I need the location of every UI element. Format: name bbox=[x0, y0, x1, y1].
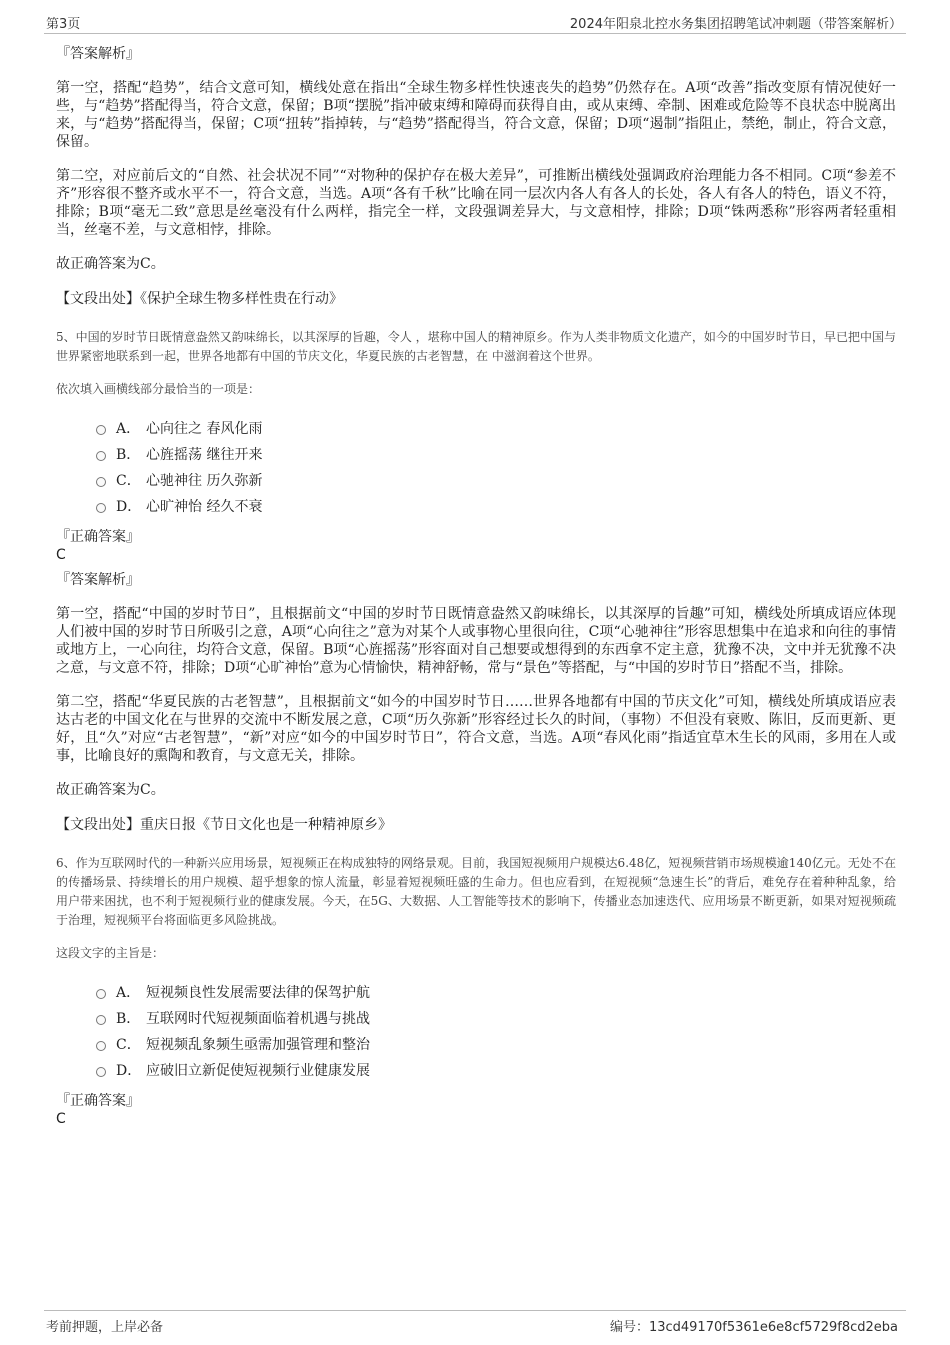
option-c[interactable] bbox=[96, 468, 896, 494]
option-a[interactable] bbox=[96, 980, 896, 1006]
option-letter: D． bbox=[116, 1063, 142, 1079]
option-d[interactable] bbox=[96, 1058, 896, 1084]
radio-icon[interactable] bbox=[96, 503, 106, 513]
analysis-paragraph: 第一空，搭配“中国的岁时节日”，且根据前文“中国的岁时节日既情意盎然又韵味绵长，以其深厚的旨趣”可知，横线处所填成语应体现人们被中国的岁时节日所吸引之意，A项“心向往之”意为对某个人或事物心里很向往，C项“心驰神往”形容思想集中在追求和向往的事情或地方上，一心向往，均符合文意，保留。B项“心旌摇荡”形容面对自己想要或想得到的东西拿不定主意，犹豫不决，文中并无犹豫不决之意，与文意不符，排除；D项“心旷神怡”意为心情愉快，精神舒畅，常与“景色”等搭配，与“中国的岁时节日”搭配不当，排除。 bbox=[56, 606, 896, 676]
option-text: 心向往之 春风化雨 bbox=[146, 421, 263, 437]
option-b[interactable] bbox=[96, 442, 896, 468]
question-stem: 5、中国的岁时节日既情意盎然又韵味绵长，以其深厚的旨趣，令人 ，堪称中国人的精神原乡。作为人类非物质文化遗产，如今的中国岁时节日，早已把中国与世界紧密地联系到一起，世界各地都有中国的节庆文化，华夏民族的古老智慧，在 中滋润着这个世界。 bbox=[56, 330, 896, 363]
passage-source: 【文段出处】《保护全球生物多样性贵在行动》 bbox=[56, 291, 343, 307]
answer-label: 『正确答案』 bbox=[56, 529, 140, 545]
document-id: 编号：13cd49170f5361e6e8cf5729f8cd2eba bbox=[609, 1320, 898, 1335]
option-letter: C． bbox=[116, 473, 141, 489]
option-letter: C． bbox=[116, 1037, 141, 1053]
radio-icon[interactable] bbox=[96, 1015, 106, 1025]
radio-icon[interactable] bbox=[96, 451, 106, 461]
option-text: 短视频良性发展需要法律的保驾护航 bbox=[146, 985, 370, 1001]
question-prompt: 依次填入画横线部分最恰当的一项是： bbox=[56, 382, 261, 396]
question-prompt: 这段文字的主旨是： bbox=[56, 946, 165, 960]
option-b[interactable] bbox=[96, 1006, 896, 1032]
radio-icon[interactable] bbox=[96, 425, 106, 435]
question-6 bbox=[56, 854, 896, 1128]
analysis-conclusion: 故正确答案为C。 bbox=[56, 256, 165, 272]
radio-icon[interactable] bbox=[96, 1067, 106, 1077]
option-letter: A． bbox=[116, 421, 141, 437]
option-text: 应破旧立新促使短视频行业健康发展 bbox=[146, 1063, 370, 1079]
option-letter: A． bbox=[116, 985, 141, 1001]
question-stem: 6、作为互联网时代的一种新兴应用场景，短视频正在构成独特的网络景观。目前，我国短视频用户规模达6.48亿，短视频营销市场规模逾140亿元。无处不在的传播场景、持续增长的用户规模、超乎想象的惊人流量，彰显着短视频旺盛的生命力。但也应看到，在短视频“急速生长”的背后，难免存在着种种乱象，给用户带来困扰，也不利于短视频行业的健康发展。今天，在5G、大数据、人工智能等技术的影响下，传播业态加速迭代、应用场景不断更新，如果对短视频疏于治理，短视频平台将面临更多风险挑战。 bbox=[56, 856, 896, 927]
radio-icon[interactable] bbox=[96, 989, 106, 999]
option-text: 心旌摇荡 继往开来 bbox=[146, 447, 263, 463]
passage-source: 【文段出处】重庆日报《节日文化也是一种精神原乡》 bbox=[56, 817, 392, 833]
radio-icon[interactable] bbox=[96, 1041, 106, 1051]
page-header bbox=[44, 8, 906, 34]
analysis-paragraph: 第二空，对应前后文的“自然、社会状况不同”“对物种的保护存在极大差异”，可推断出横线处强调政府治理能力各不相同。C项“参差不齐”形容很不整齐或水平不一，符合文意，当选。A项“各有千秋”比喻在同一层次内各人有各人的长处，各人有各人的特色，语义不符，排除；B项“毫无二致”意思是丝毫没有什么两样，指完全一样，文段强调差异大，与文意相悖，排除；D项“铢两悉称”形容两者轻重相当，丝毫不差，与文意相悖，排除。 bbox=[56, 168, 896, 238]
option-c[interactable] bbox=[96, 1032, 896, 1058]
answer-value: C bbox=[56, 1111, 66, 1127]
answer-value: C bbox=[56, 547, 66, 563]
page-footer bbox=[44, 1310, 906, 1336]
option-list bbox=[96, 416, 896, 520]
option-letter: B． bbox=[116, 447, 141, 463]
option-letter: B． bbox=[116, 1011, 141, 1027]
question-5 bbox=[56, 328, 896, 836]
analysis-paragraph: 第二空，搭配“华夏民族的古老智慧”，且根据前文“如今的中国岁时节日……世界各地都有中国的节庆文化”可知，横线处所填成语应表达古老的中国文化在与世界的交流中不断发展之意，C项“历久弥新”形容经过长久的时间，（事物）不但没有衰败、陈旧，反而更新、更好，且“久”对应“古老智慧”，“新”对应“如今的中国岁时节日”，符合文意，当选。A项“春风化雨”指适宜草木生长的风雨，多用在人或事，比喻良好的熏陶和教育，与文意无关，排除。 bbox=[56, 694, 896, 764]
footer-slogan: 考前押题，上岸必备 bbox=[46, 1320, 164, 1335]
page-number: 第3页 bbox=[46, 17, 81, 32]
document-title: 2024年阳泉北控水务集团招聘笔试冲刺题（带答案解析） bbox=[569, 17, 902, 32]
page-content bbox=[56, 44, 896, 1134]
option-list bbox=[96, 980, 896, 1084]
analysis-label: 『答案解析』 bbox=[56, 46, 140, 62]
radio-icon[interactable] bbox=[96, 477, 106, 487]
question-4-analysis bbox=[56, 44, 896, 310]
analysis-paragraph: 第一空，搭配“趋势”，结合文意可知，横线处意在指出“全球生物多样性快速丧失的趋势”仍然存在。A项“改善”指改变原有情况使好一些，与“趋势”搭配得当，符合文意，保留；B项“摆脱”指冲破束缚和障碍而获得自由，或从束缚、牵制、困难或危险等不良状态中脱离出来，与“趋势”搭配得当，保留；C项“扭转”指掉转，与“趋势”搭配得当，符合文意，保留；D项“遏制”指阻止，禁绝，制止，符合文意，保留。 bbox=[56, 80, 896, 150]
analysis-conclusion: 故正确答案为C。 bbox=[56, 782, 165, 798]
option-letter: D． bbox=[116, 499, 142, 515]
answer-label: 『正确答案』 bbox=[56, 1093, 140, 1109]
option-text: 心旷神怡 经久不衰 bbox=[146, 499, 263, 515]
option-a[interactable] bbox=[96, 416, 896, 442]
analysis-label: 『答案解析』 bbox=[56, 572, 140, 588]
option-text: 短视频乱象频生亟需加强管理和整治 bbox=[146, 1037, 370, 1053]
option-text: 互联网时代短视频面临着机遇与挑战 bbox=[146, 1011, 370, 1027]
option-d[interactable] bbox=[96, 494, 896, 520]
option-text: 心驰神往 历久弥新 bbox=[146, 473, 263, 489]
